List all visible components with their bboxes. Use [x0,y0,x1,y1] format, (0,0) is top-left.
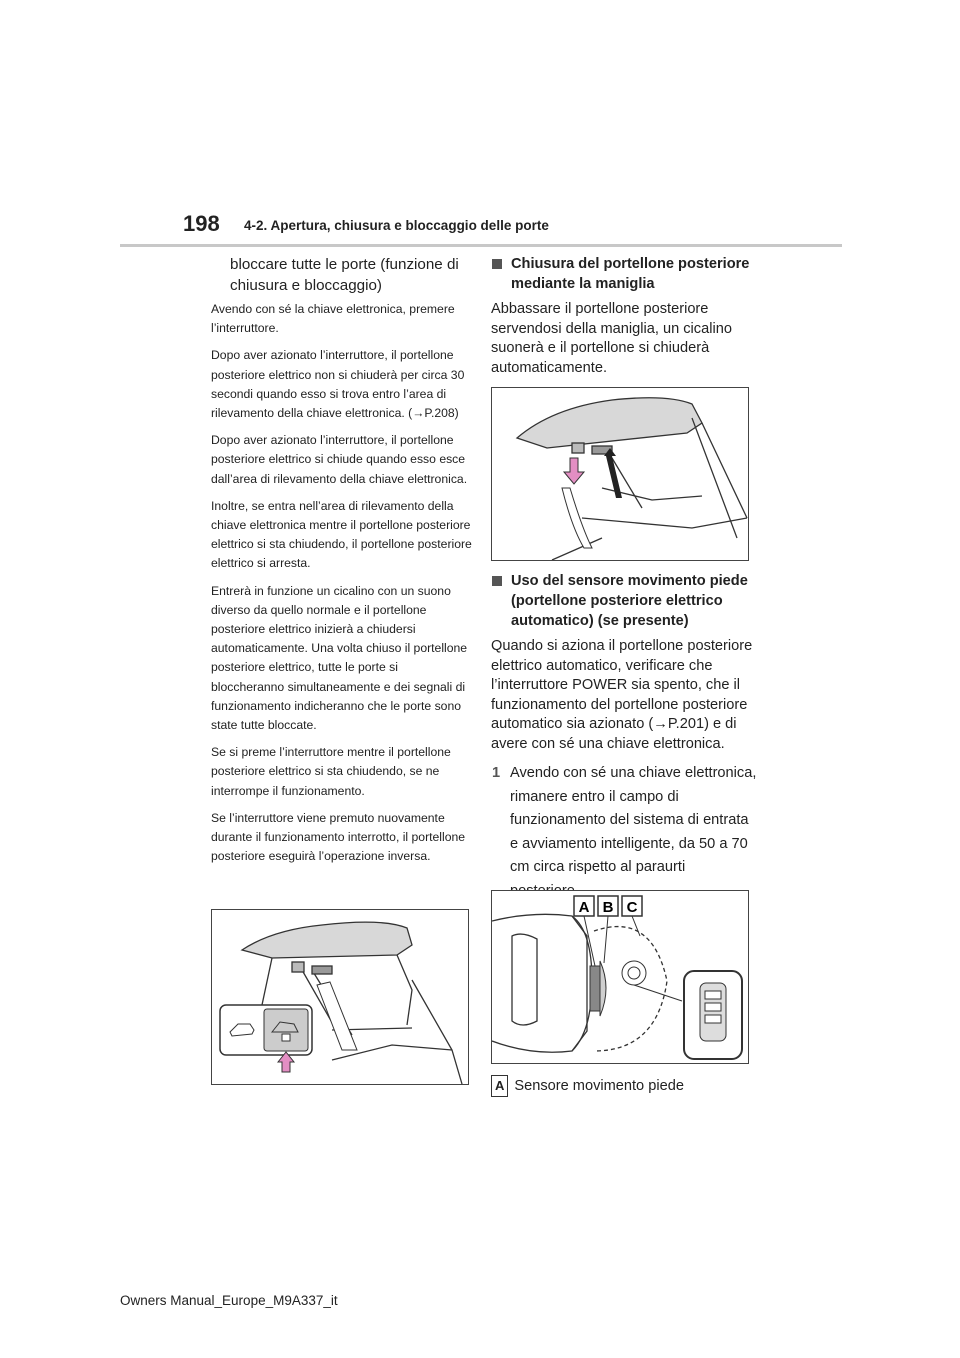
section-body: Abbassare il portellone posteriore servendosi della maniglia, un cicalino suonerà e il portellone si chiuderà automaticamente. [491,301,732,376]
step-number: 1 [492,765,501,781]
paragraph: Se si preme l’interruttore mentre il portellone posteriore elettrico si sta chiudendo, se ne interrompe il funzionamento. [211,745,451,798]
header-rule [120,244,842,247]
square-bullet-icon [492,576,502,586]
paragraph: Dopo aver azionato l’interruttore, il portellone posteriore elettrico non si chiuderà per circa 30 secondi quando esso si trova entro l’area di rilevamento della chiave elettronica. (→P.208) [211,348,465,421]
figure-label-a: A [578,899,590,916]
caption-badge: A [491,1075,508,1097]
section-heading [491,571,757,631]
paragraph: Entrerà in funzione un cicalino con un suono diverso da quello normale e il portellone posteriore elettrico inizierà a chiudersi automaticamente. Una volta chiuso il portellone posteriore elettrico, tutte le porte si bloccheranno simultaneamente e dei segnali di funzionamento indicheranno che le porte sono state tutte bloccate. [211,583,468,733]
paragraph: Se l’interruttore viene premuto nuovamente durante il funzionamento interrotto, il portellone posteriore eseguirà l’operazione inversa. [211,810,466,864]
section-heading [491,254,757,294]
left-column [211,254,473,874]
figure-label-c: C [626,899,638,916]
lead-text: bloccare tutte le porte (funzione di chiusura e bloccaggio) [230,256,459,294]
heading-text: Uso del sensore movimento piede (portellone posteriore elettrico automatico) (se presente) [511,573,748,629]
step-item [491,762,757,903]
section-title: 4-2. Apertura, chiusura e bloccaggio delle porte [244,218,549,233]
step-text: Avendo con sé una chiave elettronica, rimanere entro il campo di funzionamento del sistema di entrata e avviamento intelligente, da 50 a 70 cm circa rispetto al paraurti [510,765,757,875]
footer-text: Owners Manual_Europe_M9A337_it [120,1293,338,1308]
paragraph: Inoltre, se entra nell’area di rilevamento della chiave elettronica mentre il portellone posteriore elettrico si sta chiudendo, il portellone posteriore elettrico si arresta. [211,498,472,571]
right-column [491,254,757,903]
page-number: 198 [183,211,220,236]
square-bullet-icon [492,259,502,269]
figure-label-b: B [602,899,614,916]
tailgate-switch-figure [211,909,469,1085]
section-body: Quando si aziona il portellone posteriore elettrico automatico, verificare che l’interruttore POWER sia spento, che il funzionamento del portellone posteriore automatico sia azionato (→P.201) e di avere con sé una chiave elettronica. [491,638,753,752]
paragraph: Avendo con sé la chiave elettronica, premere l’interruttore. [211,302,455,336]
caption-text: Sensore movimento piede [514,1078,684,1094]
heading-text: Chiusura del portellone posteriore mediante la maniglia [511,256,750,292]
figure-caption [491,1075,684,1097]
tailgate-handle-figure [491,387,749,561]
paragraph: Dopo aver azionato l’interruttore, il portellone posteriore elettrico si chiude quando esso esce dall’area di rilevamento della chiave elettronica. [211,433,468,486]
foot-sensor-figure [491,890,749,1064]
